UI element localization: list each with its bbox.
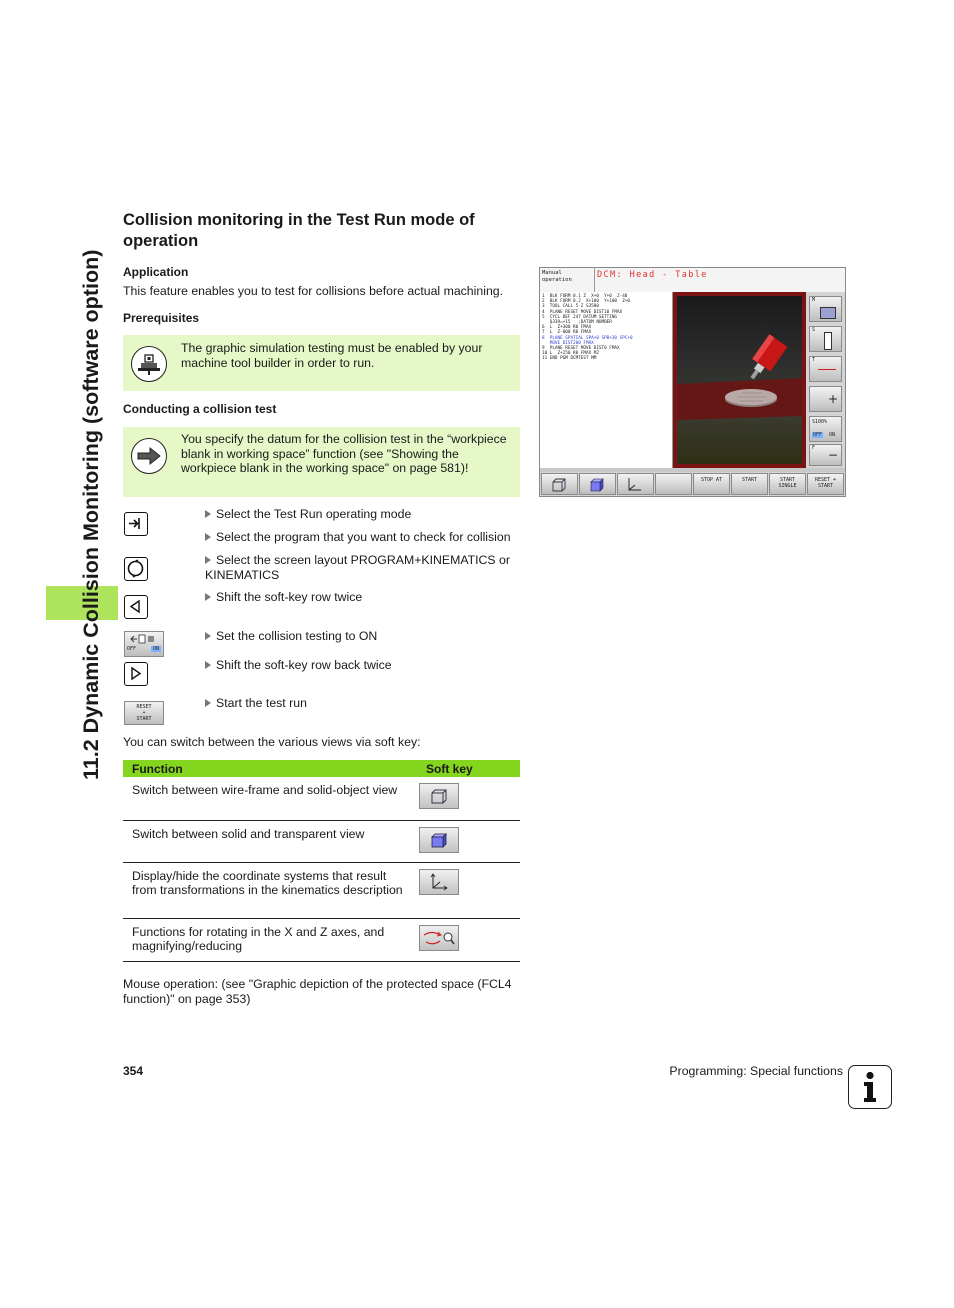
off-label: OFF: [127, 646, 137, 652]
softkey[interactable]: [655, 473, 692, 495]
function-cell: Functions for rotating in the X and Z axes, and magnifying/reducing: [123, 918, 417, 961]
prerequisites-heading: Prerequisites: [123, 311, 200, 325]
coordinate-axes-icon[interactable]: [419, 869, 459, 895]
conducting-note: [123, 427, 520, 497]
plus-label: +: [142, 710, 146, 716]
screen-header: [595, 268, 845, 292]
screen-layout-key-icon[interactable]: [124, 557, 148, 581]
reset-label: RESET: [136, 704, 152, 710]
page-number: 354: [123, 1064, 144, 1078]
step-item: Select the screen layout PROGRAM+KINEMATICS or KINEMATICS: [205, 553, 510, 582]
program-line: 1 BLK FORM 0.1 Z X+0 Y+0 Z-40: [542, 294, 628, 299]
softkey[interactable]: [693, 473, 730, 495]
function-cell: Switch between wire-frame and solid-object view: [123, 777, 417, 820]
mouse-operation-text: Mouse operation: (see "Graphic depiction of the protected space (FCL4 function)" on page 353): [123, 977, 512, 1006]
coordinate-axes-icon: [618, 474, 652, 496]
step-item: Shift the soft-key row twice: [205, 590, 525, 605]
kinematics-view: [673, 292, 806, 468]
step-item: Shift the soft-key row back twice: [205, 658, 525, 673]
control-screenshot: [539, 267, 846, 497]
reset-start-softkey[interactable]: [124, 701, 164, 725]
softkey-label: RESET + START: [814, 477, 837, 489]
step-item: Select the program that you want to check for collision: [205, 530, 525, 545]
application-heading: Application: [123, 265, 189, 279]
table-row: [123, 918, 520, 961]
softkey[interactable]: [731, 473, 768, 495]
m-softkey[interactable]: M: [809, 296, 842, 322]
step-item: Select the Test Run operating mode: [205, 507, 525, 522]
solid-cube-icon[interactable]: [419, 827, 459, 853]
program-line: 8 PLANE SPATIAL SPA+0 SPB+30 SPC+0: [542, 335, 633, 341]
bottom-softkey-row: [540, 472, 845, 496]
conducting-heading: Conducting a collision test: [123, 402, 277, 416]
bullet-triangle-icon: [205, 510, 211, 518]
bullet-triangle-icon: [205, 632, 211, 640]
coordinate-axes-softkey[interactable]: [617, 473, 654, 495]
t-softkey[interactable]: T: [809, 356, 842, 382]
collision-onoff-softkey[interactable]: [124, 631, 164, 657]
program-line: 2 BLK FORM 0.2 X+100 Y+100 Z+0: [542, 299, 630, 305]
function-cell: Display/hide the coordinate systems that result from transformations in the kinematics description: [123, 862, 417, 918]
bullet-triangle-icon: [205, 699, 211, 707]
bullet-triangle-icon: [205, 533, 211, 541]
prerequisites-note: [123, 335, 520, 391]
wireframe-cube-icon[interactable]: [419, 783, 459, 809]
start-label: START: [136, 716, 152, 722]
section-title: Collision monitoring in the Test Run mode of operation: [123, 211, 475, 250]
shift-left-key-icon[interactable]: [124, 595, 148, 619]
softkey[interactable]: [769, 473, 806, 495]
shift-right-key-icon[interactable]: [124, 662, 148, 686]
table-row: [123, 777, 520, 820]
table-row: [123, 862, 520, 918]
conducting-note-text: You specify the datum for the collision test in the “workpiece blank in working space” function (see "Showing the workpiece blank in the working space" on page 581)!: [181, 432, 507, 475]
program-line: 9 PLANE RESET MOVE DIST0 FMAX: [542, 346, 620, 352]
step-item: Set the collision testing to ON: [205, 629, 525, 644]
softkey-label: START SINGLE: [778, 477, 797, 489]
feed-minus-softkey[interactable]: F −: [809, 444, 842, 466]
vertical-softkey-bar: [806, 292, 845, 468]
bullet-triangle-icon: [205, 593, 211, 601]
softkey-label: START: [741, 477, 758, 483]
program-line: 6 L Z+300 R0 FMAX: [542, 325, 592, 331]
step-item: Start the test run: [205, 696, 525, 711]
program-line: 10 L Z+250 R0 FMAX M2: [542, 351, 599, 357]
function-table: [123, 760, 520, 962]
screen-title: DCM: Head - Table: [597, 270, 708, 280]
softkey-label: STOP AT: [700, 477, 723, 483]
spindle-override-softkey[interactable]: S100% OFF ON: [809, 416, 842, 442]
prerequisites-note-text: The graphic simulation testing must be enabled by your machine tool builder in order to run.: [181, 341, 483, 370]
program-line: 3 TOOL CALL 5 Z S3500: [542, 304, 599, 310]
program-line: 5 CYCL DEF 247 DATUM SETTING: [542, 314, 618, 320]
machine-builder-icon: [131, 346, 167, 382]
softkey[interactable]: [807, 473, 844, 495]
kinematics-3d-scene: [677, 296, 802, 464]
arrow-right-icon: [131, 438, 167, 474]
function-column-header: Function: [123, 760, 417, 777]
on-label: ON: [152, 646, 159, 652]
bullet-triangle-icon: [205, 556, 211, 564]
s-softkey[interactable]: S: [809, 326, 842, 352]
program-line: Q339=+15 ;DATUM NUMBER: [542, 320, 612, 326]
mode-indicator: Manual operation: [540, 268, 595, 292]
rotate-zoom-icon[interactable]: [419, 925, 459, 951]
program-line: MOVE DIST200 FMAX: [542, 340, 594, 346]
wireframe-cube-softkey[interactable]: [541, 473, 578, 495]
application-text: This feature enables you to test for collisions before actual machining.: [123, 284, 504, 298]
softkey-column-header: Soft key: [417, 760, 520, 777]
bullet-triangle-icon: [205, 661, 211, 669]
chapter-name: Programming: Special functions: [669, 1064, 843, 1078]
table-row: [123, 820, 520, 862]
program-line: 7 L Z-000 R0 FMAX: [542, 330, 592, 336]
test-run-mode-key-icon[interactable]: [124, 512, 148, 536]
program-listing: [540, 292, 673, 468]
info-icon: [848, 1065, 892, 1109]
solid-cube-softkey[interactable]: [579, 473, 616, 495]
views-intro-text: You can switch between the various views via soft key:: [123, 735, 421, 749]
function-cell: Switch between solid and transparent view: [123, 820, 417, 862]
wireframe-cube-icon: [542, 474, 576, 496]
feed-plus-softkey[interactable]: +: [809, 386, 842, 412]
program-line: 11 END PGM DCMTEST MM: [542, 356, 597, 362]
solid-cube-icon: [580, 474, 614, 496]
program-line: 4 PLANE RESET MOVE DIST10 FMAX: [542, 309, 623, 315]
